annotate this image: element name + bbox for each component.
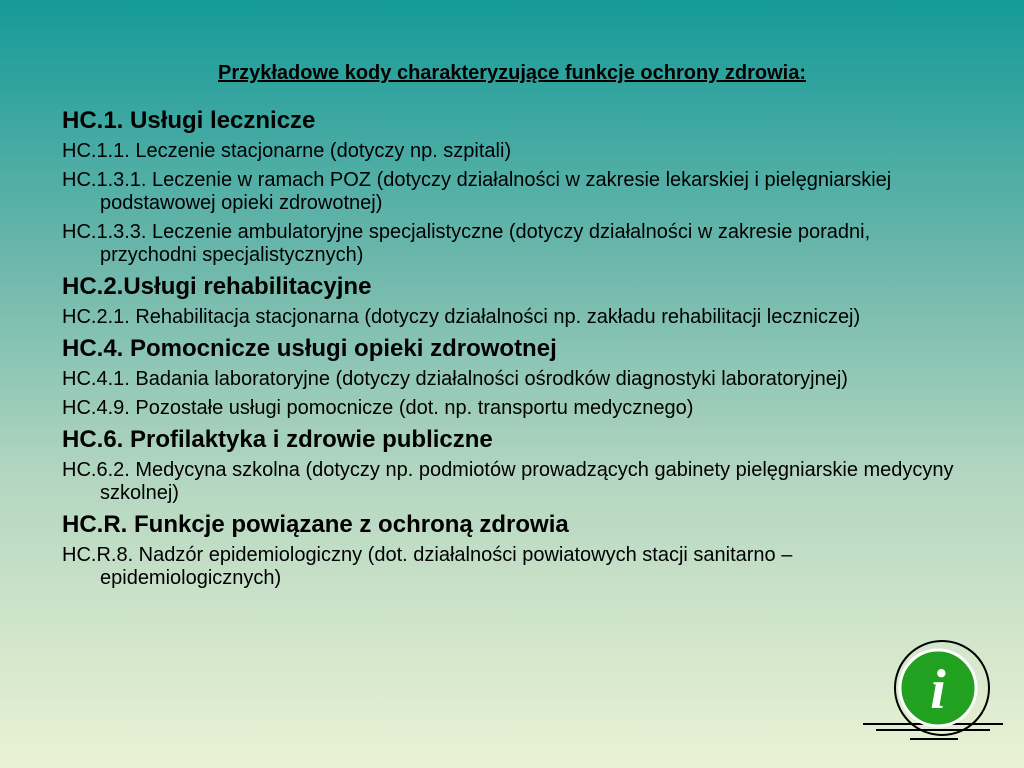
list-item: HC.6.2. Medycyna szkolna (dotyczy np. podmiotów prowadzących gabinety pielęgniarskie medycyny szkolnej)	[62, 459, 954, 504]
slide-title: Przykładowe kody charakteryzujące funkcje ochrony zdrowia:	[218, 62, 806, 84]
info-icon-graphic	[858, 638, 1008, 748]
section-heading-hc6: HC.6. Profilaktyka i zdrowie publiczne	[62, 426, 493, 453]
list-item: HC.1.3.3. Leczenie ambulatoryjne specjalistyczne (dotyczy działalności w zakresie poradni, przychodni specjalistycznych)	[62, 221, 871, 266]
list-item: HC.4.1. Badania laboratoryjne (dotyczy działalności ośrodków diagnostyki laboratoryjnej)	[62, 368, 848, 390]
list-item: HC.R.8. Nadzór epidemiologiczny (dot. działalności powiatowych stacji sanitarno – epidemiologicznych)	[62, 544, 793, 589]
list-item: HC.2.1. Rehabilitacja stacjonarna (dotyczy działalności np. zakładu rehabilitacji leczniczej)	[62, 306, 861, 328]
section-heading-hc2: HC.2.Usługi rehabilitacyjne	[62, 273, 372, 300]
info-icon[interactable]	[858, 638, 1008, 748]
list-item: HC.4.9. Pozostałe usługi pomocnicze (dot. np. transportu medycznego)	[62, 397, 694, 419]
info-glyph: i	[930, 659, 946, 721]
slide-content	[62, 104, 972, 596]
section-heading-hc1: HC.1. Usługi lecznicze	[62, 107, 316, 134]
list-item: HC.1.1. Leczenie stacjonarne (dotyczy np. szpitali)	[62, 140, 512, 162]
section-heading-hc4: HC.4. Pomocnicze usługi opieki zdrowotnej	[62, 335, 557, 362]
list-item: HC.1.3.1. Leczenie w ramach POZ (dotyczy działalności w zakresie lekarskiej i pielęgniarskiej podstawowej opieki zdrowotnej)	[62, 169, 892, 214]
section-heading-hcr: HC.R. Funkcje powiązane z ochroną zdrowia	[62, 511, 569, 538]
